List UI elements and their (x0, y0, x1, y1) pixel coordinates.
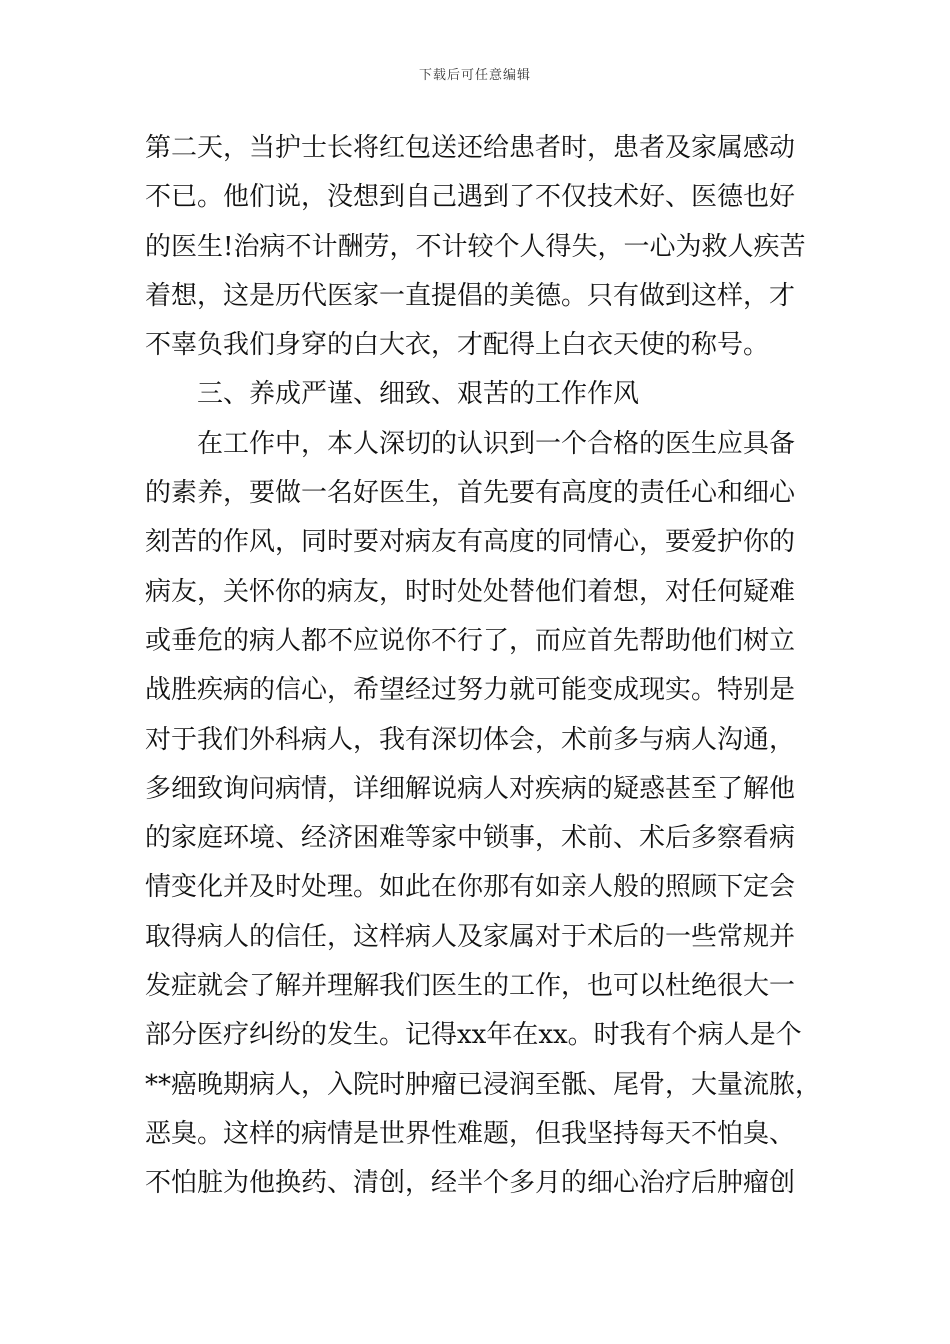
text-line: 的素养，要做一名好医生，首先要有高度的责任心和细心 (145, 478, 796, 509)
text-line: 的医生!治病不计酬劳，不计较个人得失，一心为救人疾苦 (145, 231, 806, 262)
text-line: 情变化并及时处理。如此在你那有如亲人般的照顾下定会 (145, 872, 796, 903)
page-header: 下载后可任意编辑 (418, 68, 531, 83)
text-line: 对于我们外科病人，我有深切体会，术前多与病人沟通， (145, 724, 796, 755)
text-line: 部分医疗纠纷的发生。记得xx年在xx。时我有个病人是个 (145, 1020, 802, 1051)
section-heading: 三、养成严谨、细致、艰苦的工作作风 (197, 379, 640, 410)
text-line: 恶臭。这样的病情是世界性难题，但我坚持每天不怕臭、 (145, 1118, 796, 1149)
text-line: 的家庭环境、经济困难等家中锁事，术前、术后多察看病 (145, 823, 796, 854)
text-line: 战胜疾病的信心，希望经过努力就可能变成现实。特别是 (145, 675, 796, 706)
text-line: 取得病人的信任，这样病人及家属对于术后的一些常规并 (145, 921, 796, 952)
text-line: 在工作中，本人深切的认识到一个合格的医生应具备 (197, 428, 796, 459)
text-line: 第二天，当护士长将红包送还给患者时，患者及家属感动 (145, 133, 796, 163)
document-body (145, 124, 822, 1209)
text-line: 着想，这是历代医家一直提倡的美德。只有做到这样，才 (145, 280, 796, 311)
text-line: 发症就会了解并理解我们医生的工作，也可以杜绝很大一 (145, 971, 796, 1002)
text-line: 多细致询问病情，详细解说病人对疾病的疑惑甚至了解他 (145, 773, 796, 804)
text-line: **癌晚期病人，入院时肿瘤已浸润至骶、尾骨，大量流脓， (145, 1069, 822, 1100)
text-line: 或垂危的病人都不应说你不行了，而应首先帮助他们树立 (145, 625, 796, 656)
text-line: 不辜负我们身穿的白大衣，才配得上白衣天使的称号。 (145, 330, 770, 361)
text-line: 病友，关怀你的病友，时时处处替他们着想，对任何疑难 (145, 576, 796, 607)
text-line: 不已。他们说，没想到自己遇到了不仅技术好、医德也好 (145, 182, 796, 213)
text-line: 不怕脏为他换药、清创，经半个多月的细心治疗后肿瘤创 (145, 1168, 796, 1199)
text-line: 刻苦的作风，同时要对病友有高度的同情心，要爱护你的 (145, 527, 796, 558)
